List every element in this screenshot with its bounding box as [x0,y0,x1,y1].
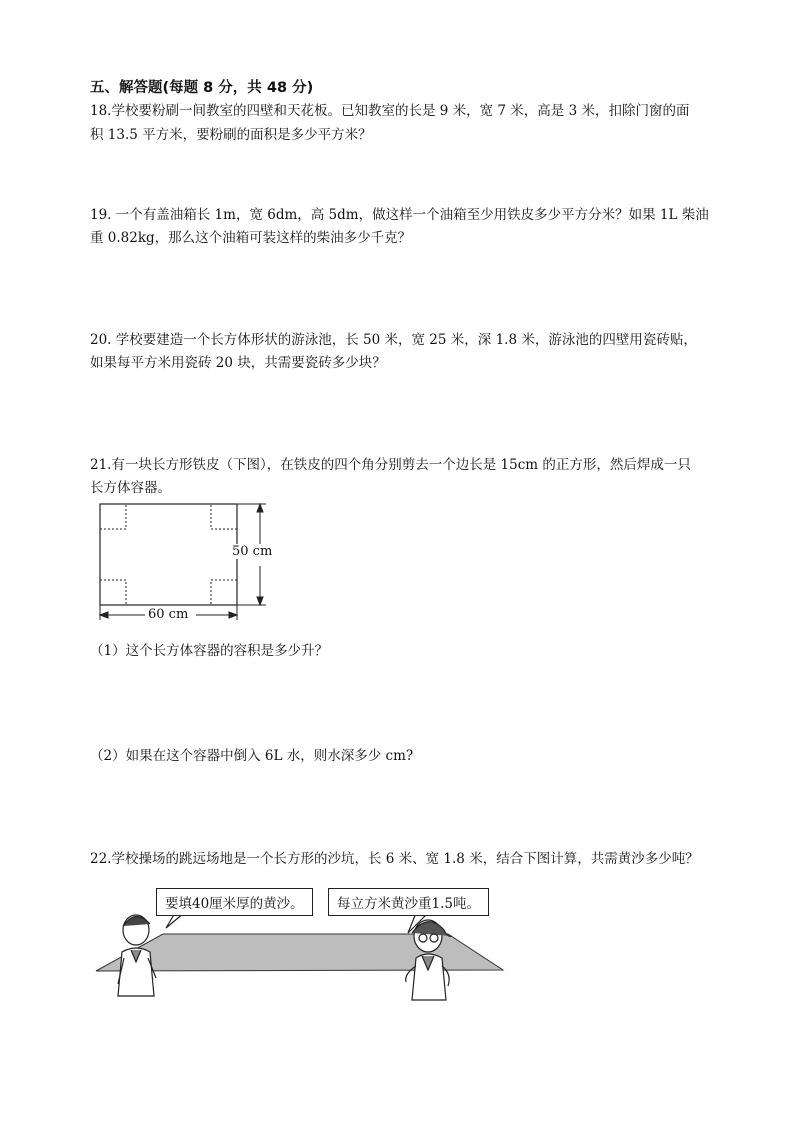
question-20-line-2: 如果每平方米用瓷砖 20 块，共需要瓷砖多少块？ [90,355,386,371]
question-18-line-1: 18.学校要粉刷一间教室的四壁和天花板。已知教室的长是 9 米，宽 7 米，高是 3 米，扣除门窗的面 [90,103,690,119]
question-18-line-2: 积 13.5 平方米，要粉刷的面积是多少平方米？ [90,127,372,143]
sandpit-illustration [88,878,508,1003]
speech-bubble-right: 每立方米黄沙重1.5吨。 [328,888,489,916]
question-21-sub-2: （2）如果在这个容器中倒入 6L 水，则水深多少 cm? [90,748,414,764]
speech-bubble-left: 要填40厘米厚的黄沙。 [156,888,313,916]
question-22-line-1: 22.学校操场的跳远场地是一个长方形的沙坑，长 6 米、宽 1.8 米，结合下图计算，共需黄沙多少吨？ [90,851,699,867]
question-20-line-1: 20. 学校要建造一个长方体形状的游泳池，长 50 米，宽 25 米，深 1.8 米，游泳池的四壁用瓷砖贴， [90,332,697,348]
corner-cut-marks [100,504,237,605]
question-21-sub-1: （1）这个长方体容器的容积是多少升？ [90,643,329,659]
height-label: 50 cm [232,544,273,559]
question-19-line-1: 19. 一个有盖油箱长 1m，宽 6dm，高 5dm，做这样一个油箱至少用铁皮多少平方分米？如果 1L 柴油 [90,207,709,223]
width-label: 60 cm [148,607,189,622]
question-19-line-2: 重 0.82kg，那么这个油箱可装这样的柴油多少千克？ [90,230,412,246]
sheet-rectangle [100,504,237,605]
question-21-line-2: 长方体容器。 [90,480,171,496]
section-title: 五、解答题(每题 8 分，共 48 分) [90,80,314,96]
sheet-figure [88,496,288,626]
question-21-line-1: 21.有一块长方形铁皮（下图），在铁皮的四个角分别剪去一个边长是 15cm 的正方形，然后焊成一只 [90,457,691,473]
boy-figure [118,915,156,996]
